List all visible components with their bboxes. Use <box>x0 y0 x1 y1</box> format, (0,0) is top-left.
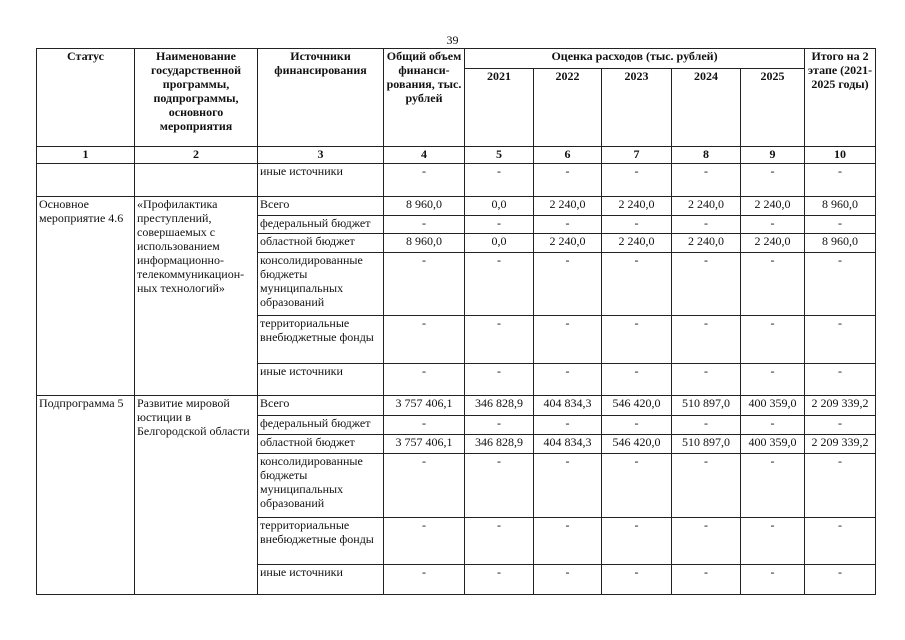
value-cell: 2 240,0 <box>741 197 805 216</box>
name-cell <box>135 164 258 197</box>
value-cell: - <box>672 565 741 595</box>
header-status: Статус <box>37 49 135 147</box>
source-cell: областной бюджет <box>258 234 384 253</box>
value-cell: 2 240,0 <box>534 234 602 253</box>
value-cell: - <box>805 565 876 595</box>
value-cell: - <box>602 454 672 518</box>
column-number: 2 <box>135 146 258 163</box>
value-cell: 2 209 339,2 <box>805 396 876 416</box>
value-cell: - <box>534 215 602 234</box>
value-cell: - <box>534 565 602 595</box>
value-cell: - <box>384 517 465 564</box>
column-number: 6 <box>534 146 602 163</box>
value-cell: - <box>741 164 805 197</box>
value-cell: - <box>384 164 465 197</box>
source-cell: федеральный бюджет <box>258 215 384 234</box>
source-cell: иные источники <box>258 164 384 197</box>
header-year: 2024 <box>672 68 741 146</box>
value-cell: - <box>741 316 805 363</box>
header-year: 2022 <box>534 68 602 146</box>
value-cell: - <box>465 363 534 396</box>
source-cell: Всего <box>258 197 384 216</box>
value-cell: - <box>534 454 602 518</box>
column-number: 10 <box>805 146 876 163</box>
value-cell: - <box>805 416 876 435</box>
source-cell: иные источники <box>258 565 384 595</box>
value-cell: - <box>805 517 876 564</box>
value-cell: - <box>741 454 805 518</box>
value-cell: - <box>534 416 602 435</box>
value-cell: - <box>741 252 805 316</box>
value-cell: 546 420,0 <box>602 434 672 454</box>
status-cell: Подпрограмма 5 <box>37 396 135 595</box>
value-cell: - <box>465 416 534 435</box>
status-cell: Основное мероприятие 4.6 <box>37 197 135 396</box>
header-stage-total: Итого на 2 этапе (2021-2025 годы) <box>805 49 876 147</box>
value-cell: - <box>534 164 602 197</box>
value-cell: - <box>384 252 465 316</box>
value-cell: - <box>465 454 534 518</box>
header-name: Наименование государственной программы, подпрограммы, основного мероприятия <box>135 49 258 147</box>
value-cell: 2 240,0 <box>672 197 741 216</box>
value-cell: - <box>534 316 602 363</box>
column-number: 1 <box>37 146 135 163</box>
value-cell: 0,0 <box>465 197 534 216</box>
value-cell: - <box>602 215 672 234</box>
value-cell: - <box>602 363 672 396</box>
value-cell: - <box>384 363 465 396</box>
value-cell: - <box>602 164 672 197</box>
value-cell: - <box>384 565 465 595</box>
value-cell: - <box>741 565 805 595</box>
value-cell: - <box>602 316 672 363</box>
status-cell <box>37 164 135 197</box>
column-numbers-row <box>37 146 876 163</box>
header-year: 2025 <box>741 68 805 146</box>
value-cell: 3 757 406,1 <box>384 434 465 454</box>
value-cell: 404 834,3 <box>534 396 602 416</box>
header-year: 2023 <box>602 68 672 146</box>
value-cell: - <box>465 517 534 564</box>
value-cell: 2 240,0 <box>602 234 672 253</box>
value-cell: - <box>672 164 741 197</box>
value-cell: - <box>672 363 741 396</box>
value-cell: - <box>741 363 805 396</box>
value-cell: - <box>384 316 465 363</box>
column-number: 4 <box>384 146 465 163</box>
value-cell: 346 828,9 <box>465 434 534 454</box>
value-cell: - <box>534 363 602 396</box>
value-cell: - <box>465 164 534 197</box>
column-number: 5 <box>465 146 534 163</box>
value-cell: 2 240,0 <box>741 234 805 253</box>
value-cell: - <box>805 215 876 234</box>
value-cell: - <box>384 215 465 234</box>
value-cell: 400 359,0 <box>741 396 805 416</box>
table-row <box>37 164 876 197</box>
value-cell: - <box>672 454 741 518</box>
value-cell: - <box>602 252 672 316</box>
value-cell: 404 834,3 <box>534 434 602 454</box>
value-cell: - <box>805 316 876 363</box>
value-cell: 8 960,0 <box>805 197 876 216</box>
value-cell: - <box>465 252 534 316</box>
value-cell: 400 359,0 <box>741 434 805 454</box>
value-cell: - <box>672 316 741 363</box>
value-cell: - <box>805 252 876 316</box>
value-cell: - <box>672 252 741 316</box>
value-cell: - <box>602 416 672 435</box>
column-number: 7 <box>602 146 672 163</box>
header-year: 2021 <box>465 68 534 146</box>
value-cell: - <box>602 517 672 564</box>
value-cell: - <box>602 565 672 595</box>
budget-table <box>36 48 876 595</box>
value-cell: - <box>384 416 465 435</box>
source-cell: областной бюджет <box>258 434 384 454</box>
value-cell: - <box>534 517 602 564</box>
table-row <box>37 197 876 216</box>
name-cell: «Профилактика преступлений, совершаемых с использованием информационно-телекоммуникацион-ных технологий» <box>135 197 258 396</box>
value-cell: - <box>741 517 805 564</box>
value-cell: - <box>805 363 876 396</box>
value-cell: - <box>465 316 534 363</box>
value-cell: 3 757 406,1 <box>384 396 465 416</box>
value-cell: - <box>805 164 876 197</box>
source-cell: федеральный бюджет <box>258 416 384 435</box>
value-cell: 510 897,0 <box>672 396 741 416</box>
source-cell: территориальные внебюджетные фонды <box>258 517 384 564</box>
value-cell: 8 960,0 <box>384 197 465 216</box>
value-cell: 546 420,0 <box>602 396 672 416</box>
value-cell: 2 240,0 <box>602 197 672 216</box>
source-cell: Всего <box>258 396 384 416</box>
value-cell: - <box>805 454 876 518</box>
header-estimate: Оценка расходов (тыс. рублей) <box>465 49 805 69</box>
value-cell: - <box>672 416 741 435</box>
value-cell: - <box>465 565 534 595</box>
value-cell: - <box>741 215 805 234</box>
source-cell: иные источники <box>258 363 384 396</box>
page-number: 39 <box>446 33 459 47</box>
value-cell: - <box>672 215 741 234</box>
value-cell: - <box>465 215 534 234</box>
value-cell: 346 828,9 <box>465 396 534 416</box>
source-cell: территориальные внебюджетные фонды <box>258 316 384 363</box>
table-row <box>37 396 876 416</box>
value-cell: - <box>384 454 465 518</box>
value-cell: 8 960,0 <box>805 234 876 253</box>
value-cell: 8 960,0 <box>384 234 465 253</box>
value-cell: - <box>741 416 805 435</box>
column-number: 9 <box>741 146 805 163</box>
value-cell: 0,0 <box>465 234 534 253</box>
source-cell: консолидированные бюджеты муниципальных образований <box>258 252 384 316</box>
column-number: 8 <box>672 146 741 163</box>
value-cell: 2 240,0 <box>672 234 741 253</box>
header-total: Общий объем финанси-рования, тыс. рублей <box>384 49 465 147</box>
value-cell: - <box>534 252 602 316</box>
column-number: 3 <box>258 146 384 163</box>
source-cell: консолидированные бюджеты муниципальных образований <box>258 454 384 518</box>
value-cell: - <box>672 517 741 564</box>
value-cell: 2 240,0 <box>534 197 602 216</box>
value-cell: 2 209 339,2 <box>805 434 876 454</box>
value-cell: 510 897,0 <box>672 434 741 454</box>
name-cell: Развитие мировой юстиции в Белгородской области <box>135 396 258 595</box>
header-sources: Источники финансирования <box>258 49 384 147</box>
